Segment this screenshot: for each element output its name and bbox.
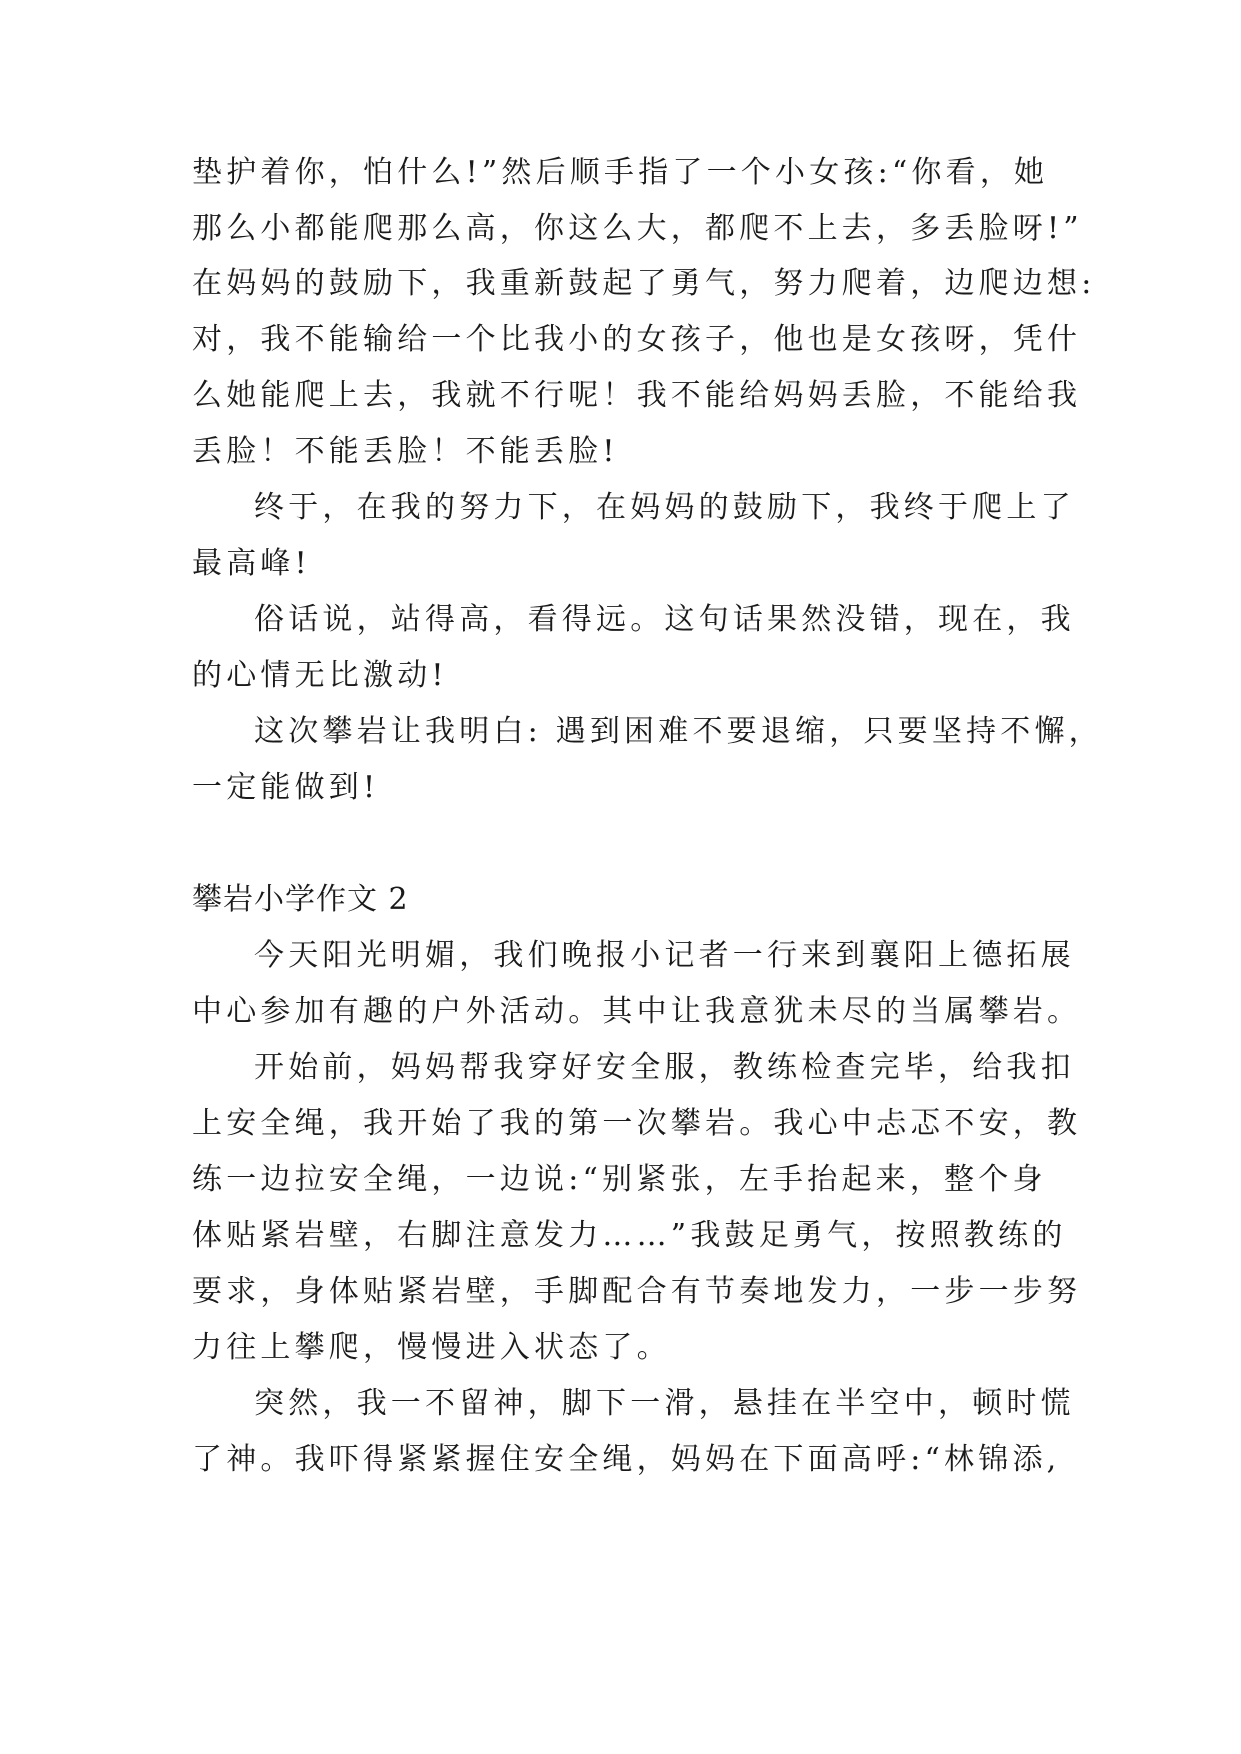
paragraph-line: 这次攀岩让我明白: 遇到困难不要退缩，只要坚持不懈， — [254, 714, 1103, 749]
paragraph-line: 体贴紧岩壁，右脚注意发力……”我鼓足勇气，按照教练的 — [192, 1218, 1067, 1253]
paragraph-line: 力往上攀爬，慢慢进入状态了。 — [192, 1330, 671, 1365]
paragraph-line: 最高峰! — [192, 546, 311, 581]
paragraph-line: 那么小都能爬那么高，你这么大，都爬不上去，多丢脸呀!” — [192, 211, 1083, 246]
paragraph-line: 中心参加有趣的户外活动。其中让我意犹未尽的当属攀岩。 — [192, 994, 1082, 1029]
paragraph-line: 开始前，妈妈帮我穿好安全服，教练检查完毕，给我扣 — [254, 1050, 1075, 1085]
paragraph-line: 俗话说，站得高，看得远。这句话果然没错，现在，我 — [254, 602, 1075, 637]
paragraph-line: 么她能爬上去，我就不行呢！我不能给妈妈丢脸，不能给我 — [192, 378, 1082, 413]
paragraph-line: 今天阳光明媚，我们晚报小记者一行来到襄阳上德拓展 — [254, 938, 1075, 973]
paragraph-line: 练一边拉安全绳，一边说:“别紧张，左手抬起来，整个身 — [192, 1162, 1047, 1197]
section-title: 攀岩小学作文 2 — [192, 882, 409, 917]
paragraph-line: 在妈妈的鼓励下，我重新鼓起了勇气，努力爬着，边爬边想: — [192, 266, 1096, 301]
paragraph-line: 对，我不能输给一个比我小的女孩子，他也是女孩呀，凭什 — [192, 322, 1082, 357]
paragraph-line: 垫护着你，怕什么!”然后顺手指了一个小女孩:“你看，她 — [192, 155, 1049, 190]
paragraph-line: 突然，我一不留神，脚下一滑，悬挂在半空中，顿时慌 — [254, 1386, 1075, 1421]
paragraph-line: 一定能做到! — [192, 770, 380, 805]
paragraph-line: 的心情无比激动! — [192, 658, 448, 693]
paragraph-line: 丢脸！不能丢脸！不能丢脸! — [192, 434, 619, 469]
paragraph-line: 了神。我吓得紧紧握住安全绳，妈妈在下面高呼:“林锦添, — [192, 1442, 1061, 1477]
paragraph-line: 终于，在我的努力下，在妈妈的鼓励下，我终于爬上了 — [254, 490, 1075, 525]
paragraph-line: 上安全绳，我开始了我的第一次攀岩。我心中忐忑不安，教 — [192, 1106, 1082, 1141]
paragraph-line: 要求，身体贴紧岩壁，手脚配合有节奏地发力，一步一步努 — [192, 1274, 1082, 1309]
